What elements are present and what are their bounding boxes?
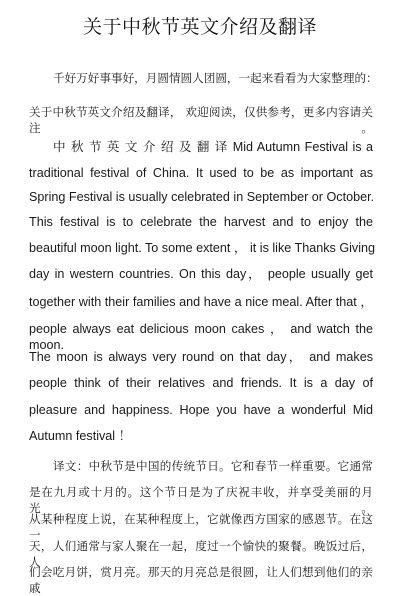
body-line: 千好万好事事好，月圆情圆人团圆，一起来看看为大家整理的： xyxy=(53,71,378,85)
body-line: The moon is always very round on that day， and makes xyxy=(29,350,373,364)
body-line: people always eat delicious moon cakes ， and watch the moon. xyxy=(29,322,373,352)
body-line: 关于中秋节英文介绍及翻译， 欢迎阅读，仅供参考，更多内容请关注。 xyxy=(29,105,373,135)
body-line: 译文：中秋节是中国的传统节日。它和春节一样重要。它通常 xyxy=(53,459,373,473)
body-line: day in western countries. On this day， people usually get xyxy=(29,267,373,281)
body-line: beautiful moon light. To some extent ， it is like Thanks Giving xyxy=(29,241,376,255)
body-line: 从某种程度上说，在某种程度上，它就像西方国家的感恩节。在这一 xyxy=(29,512,373,542)
body-line: 中 秋 节 英 文 介 绍 及 翻 译 Mid Autumn Festival is a xyxy=(53,140,373,154)
body-line: Autumn festival ！ xyxy=(29,429,132,443)
body-line: together with their families and have a nice meal. After that ， xyxy=(29,295,373,309)
body-line: 们会吃月饼，赏月亮。那天的月亮总是很圆，让人们想到他们的亲戚 xyxy=(29,565,373,595)
document-title: 关于中秋节英文介绍及翻译 xyxy=(82,16,317,38)
body-line: 是在九月或十月的。这个节日是为了庆祝丰收，并享受美丽的月光。 xyxy=(29,485,373,515)
body-line: traditional festival of China. It used to be as important as xyxy=(29,166,373,180)
body-line: Spring Festival is usually celebrated in September or October. xyxy=(29,190,375,204)
body-line: people think of their relatives and friends. It is a day of xyxy=(29,376,373,390)
body-line: 天，人们通常与家人聚在一起，度过一个愉快的聚餐。晚饭过后，人 xyxy=(29,539,373,569)
body-line: pleasure and happiness. Hope you have a wonderful Mid xyxy=(29,403,373,417)
body-line: This festival is to celebrate the harvest and to enjoy the xyxy=(29,215,373,229)
